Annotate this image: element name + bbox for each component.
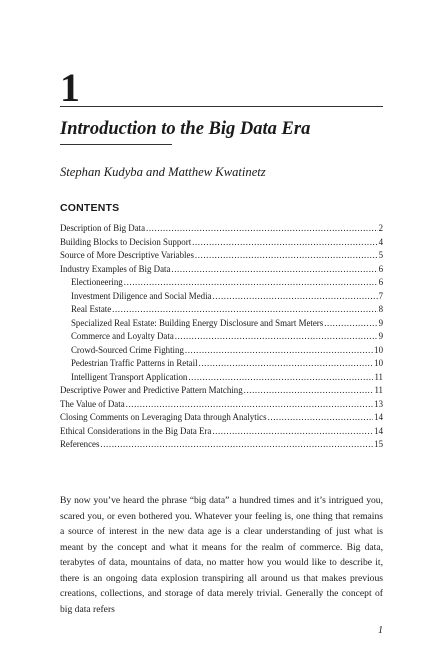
toc-entry-page: 2 <box>378 223 383 233</box>
toc-entry-title: Industry Examples of Big Data <box>60 263 171 274</box>
toc-entry-page: 11 <box>374 371 383 382</box>
toc-entry-page: 10 <box>374 358 383 368</box>
toc-entry-title: Pedestrian Traffic Patterns in Retail <box>71 358 198 368</box>
title-underline <box>60 144 172 145</box>
toc-entry[interactable] <box>60 276 383 290</box>
toc-entry[interactable] <box>60 411 383 425</box>
toc-entry-title: References <box>60 439 100 449</box>
toc-entry-title: Investment Diligence and Social Media <box>71 290 212 301</box>
body-paragraph: By now you’ve heard the phrase “big data” a hundred times and it’s intrigued you, scared you, or even bothered you. Whatever your feeling is, one thing that remains a source of interest in the new data age is a clear understanding of just what is meant by the concept and what it means for the realm of commerce. Big data, terabytes of data, mountains of data, no matter how you would like to describe it, there is an ongoing data explosion transpiring all around us that makes previous creations, collections, and storage of data merely trivial. Generally the concept of big data refers <box>60 495 383 615</box>
toc-entry-page: 6 <box>378 277 383 287</box>
toc-entry-title: Ethical Considerations in the Big Data Era <box>60 425 212 436</box>
toc-entry-page: 15 <box>374 439 383 449</box>
toc-entry-page: 4 <box>378 236 383 247</box>
toc-entry[interactable] <box>60 371 383 385</box>
toc-entry-title: Crowd-Sourced Crime Fighting <box>71 344 184 355</box>
toc-entry-page: 14 <box>374 412 383 422</box>
toc-entry[interactable] <box>60 425 383 439</box>
chapter-rule <box>60 106 383 107</box>
toc-entry[interactable] <box>60 438 383 452</box>
toc-entry[interactable] <box>60 317 383 331</box>
toc-entry-page: 11 <box>374 385 383 395</box>
toc-entry-title: Specialized Real Estate: Building Energy Disclosure and Smart Meters <box>71 317 324 328</box>
table-of-contents <box>60 222 383 452</box>
toc-dot-leader <box>112 303 377 317</box>
toc-entry-title: Descriptive Power and Predictive Pattern Matching <box>60 385 243 395</box>
toc-dot-leader <box>124 276 378 290</box>
toc-entry-page: 9 <box>378 317 383 328</box>
toc-entry-page: 10 <box>374 344 383 355</box>
toc-dot-leader <box>268 411 374 425</box>
toc-entry-title: Description of Big Data <box>60 223 146 233</box>
toc-dot-leader <box>244 384 374 398</box>
toc-entry-page: 7 <box>378 290 383 301</box>
toc-entry[interactable] <box>60 249 383 263</box>
toc-entry[interactable] <box>60 303 383 317</box>
toc-entry-title: Commerce and Loyalty Data <box>71 331 174 341</box>
toc-dot-leader <box>100 438 373 452</box>
contents-heading: CONTENTS <box>60 202 120 214</box>
toc-dot-leader <box>188 371 373 385</box>
toc-entry-title: The Value of Data <box>60 398 125 409</box>
toc-dot-leader <box>324 317 377 331</box>
toc-entry-title: Real Estate <box>71 304 112 314</box>
toc-dot-leader <box>175 330 378 344</box>
toc-entry[interactable] <box>60 330 383 344</box>
chapter-number: 1 <box>60 65 80 110</box>
toc-dot-leader <box>171 263 377 277</box>
toc-entry-page: 13 <box>374 398 383 409</box>
toc-entry-page: 14 <box>374 425 383 436</box>
toc-dot-leader <box>199 357 374 371</box>
toc-entry[interactable] <box>60 236 383 250</box>
toc-entry-title: Closing Comments on Leveraging Data through Analytics <box>60 412 267 422</box>
toc-dot-leader <box>195 249 378 263</box>
toc-entry[interactable] <box>60 398 383 412</box>
toc-dot-leader <box>185 344 373 358</box>
chapter-authors: Stephan Kudyba and Matthew Kwatinetz <box>60 165 266 179</box>
toc-dot-leader <box>212 425 373 439</box>
toc-entry-page: 6 <box>378 263 383 274</box>
toc-entry[interactable] <box>60 357 383 371</box>
toc-entry[interactable] <box>60 222 383 236</box>
toc-dot-leader <box>192 236 377 250</box>
toc-entry-page: 9 <box>378 331 383 341</box>
toc-entry[interactable] <box>60 263 383 277</box>
toc-entry-page: 5 <box>378 250 383 260</box>
toc-entry-title: Building Blocks to Decision Support <box>60 236 192 247</box>
toc-dot-leader <box>212 290 377 304</box>
toc-dot-leader <box>146 222 378 236</box>
chapter-title: Introduction to the Big Data Era <box>60 119 311 139</box>
toc-entry-title: Intelligent Transport Application <box>71 371 188 382</box>
toc-entry[interactable] <box>60 384 383 398</box>
toc-entry-title: Electioneering <box>71 277 123 287</box>
toc-dot-leader <box>126 398 373 412</box>
toc-entry-page: 8 <box>378 304 383 314</box>
page-number: 1 <box>378 625 383 636</box>
toc-entry[interactable] <box>60 344 383 358</box>
toc-entry-title: Source of More Descriptive Variables <box>60 250 194 260</box>
toc-entry[interactable] <box>60 290 383 304</box>
